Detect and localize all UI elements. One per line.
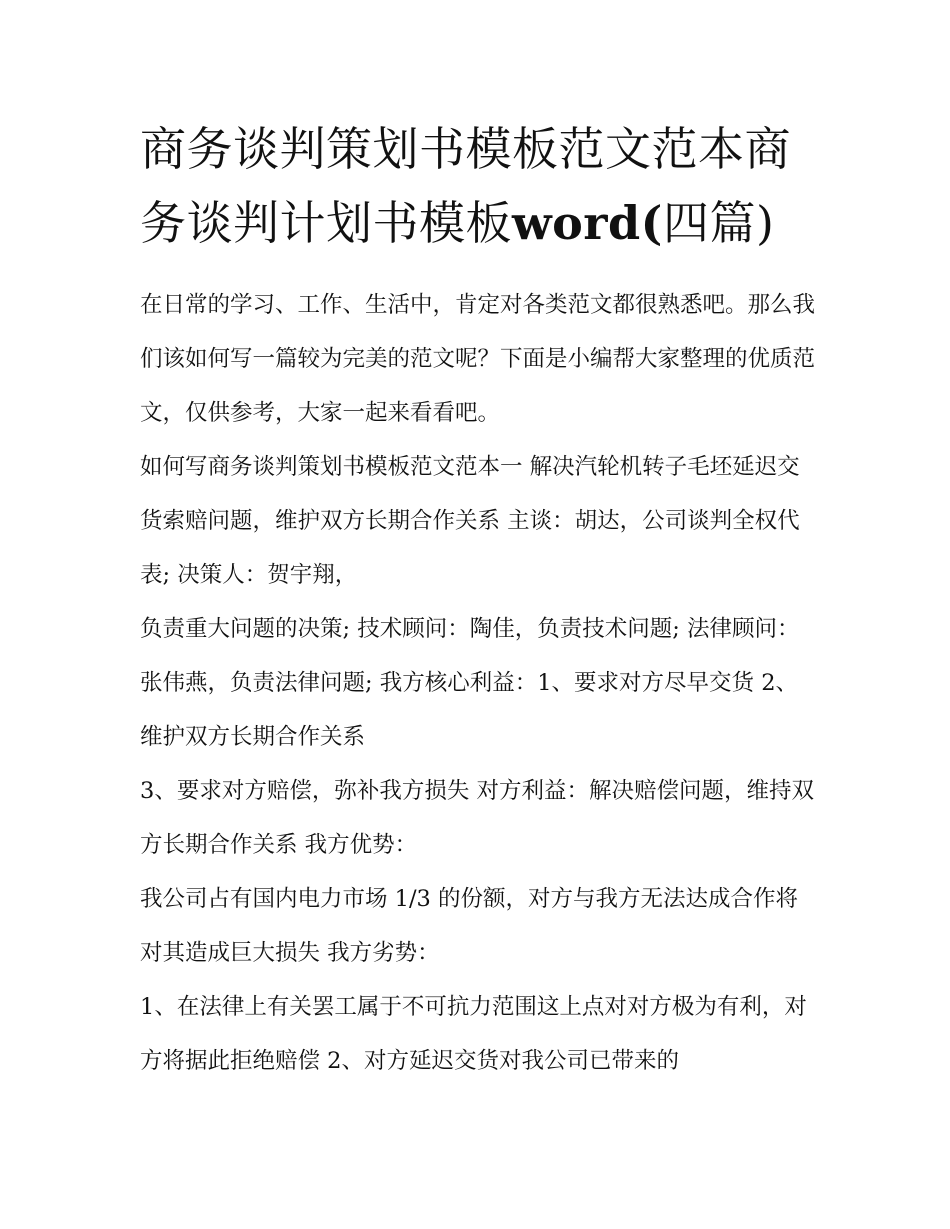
paragraph-intro: 在日常的学习、工作、生活中，肯定对各类范文都很熟悉吧。那么我们该如何写一篇较为完美的范文呢？下面是小编帮大家整理的优质范文，仅供参考，大家一起来看看吧。 xyxy=(140,292,816,426)
paragraph-2: 负责重大问题的决策; 技术顾问：陶佳，负责技术问题; 法律顾问：张伟燕，负责法律问题; 我方核心利益：1、要求对方尽早交货 2、维护双方长期合作关系 xyxy=(140,616,800,750)
paragraph-1: 如何写商务谈判策划书模板范文范本一 解决汽轮机转子毛坯延迟交货索赔问题，维护双方长期合作关系 主谈：胡达，公司谈判全权代表; 决策人：贺宇翔， xyxy=(140,454,800,588)
document-content xyxy=(140,112,820,1088)
paragraph-3: 3、要求对方赔偿，弥补我方损失 对方利益：解决赔偿问题，维持双方长期合作关系 我方优势： xyxy=(140,778,814,858)
title-text-part3: 四篇) xyxy=(662,196,775,250)
paragraph-4: 我公司占有国内电力市场 1/3 的份额，对方与我方无法达成合作将对其造成巨大损失 我方劣势： xyxy=(140,886,799,966)
title-text-part2: word( xyxy=(512,196,663,250)
document-title xyxy=(140,112,820,260)
title-text-part1: 商务谈判策划书模板范文范本商务谈判计划书模板 xyxy=(140,122,791,250)
paragraph-5: 1、在法律上有关罢工属于不可抗力范围这上点对对方极为有利，对方将据此拒绝赔偿 2、对方延迟交货对我公司已带来的 xyxy=(140,994,807,1074)
